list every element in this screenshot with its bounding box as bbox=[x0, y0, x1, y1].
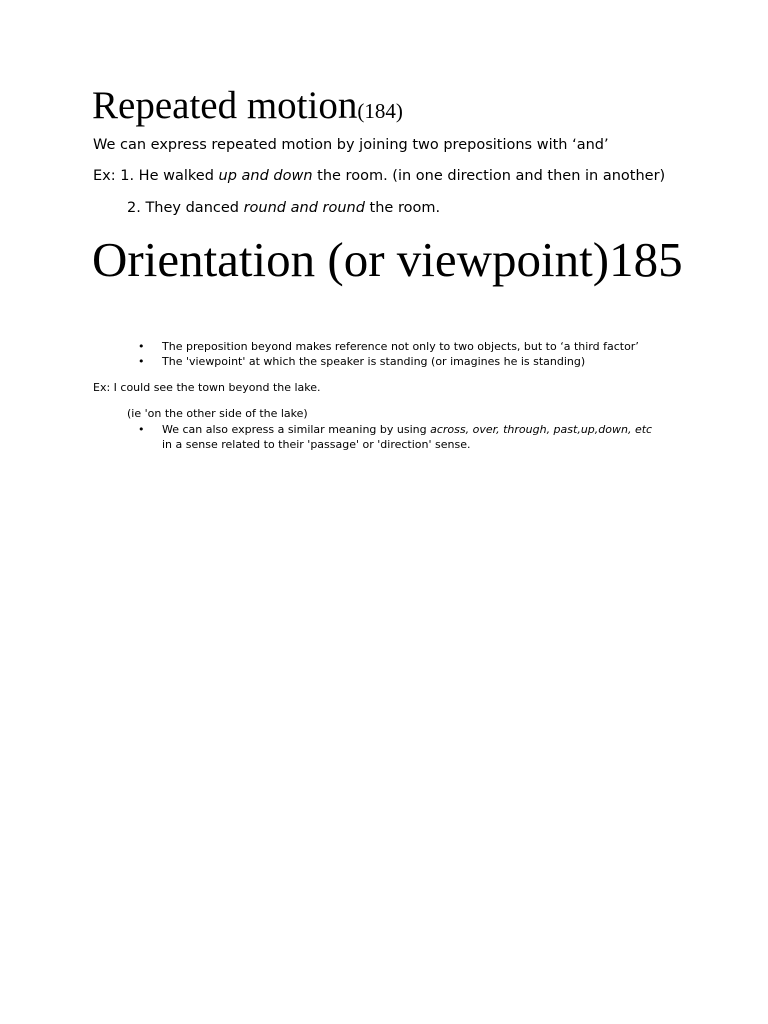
example-2-suffix: the room. bbox=[364, 200, 441, 216]
heading-orientation: Orientation (or viewpoint)185 bbox=[92, 232, 683, 287]
bullet-list-orientation bbox=[138, 339, 639, 369]
list-item bbox=[138, 422, 698, 452]
example-1 bbox=[93, 168, 665, 184]
example-1-prefix: Ex: 1. He walked bbox=[93, 168, 219, 184]
bullet-dot-icon: • bbox=[138, 423, 145, 436]
example-1-italic: up and down bbox=[218, 168, 313, 184]
heading-page-ref: (184) bbox=[357, 99, 403, 123]
bullet-text: We can also express a similar meaning by using bbox=[162, 423, 431, 436]
list-item bbox=[138, 339, 639, 354]
bullet-text: The preposition beyond makes reference not only to two objects, but to ‘a third factor’ bbox=[162, 340, 639, 353]
example-2-italic: round and round bbox=[243, 200, 365, 216]
bullet-italic: across, over, through, past,up,down, etc bbox=[430, 423, 653, 436]
bullet-text-line2: in a sense related to their 'passage' or 'direction' sense. bbox=[162, 438, 471, 451]
bullet-text: The 'viewpoint' at which the speaker is standing (or imagines he is standing) bbox=[162, 355, 586, 368]
heading-repeated-motion bbox=[92, 84, 403, 133]
example-2-prefix: 2. They danced bbox=[127, 200, 244, 216]
heading-text: Repeated motion bbox=[92, 84, 358, 127]
example-1-suffix: the room. (in one direction and then in another) bbox=[312, 168, 666, 184]
ie-note: (ie 'on the other side of the lake) bbox=[127, 407, 308, 420]
bullet-dot-icon: • bbox=[138, 355, 145, 368]
intro-paragraph: We can express repeated motion by joining two prepositions with ‘and’ bbox=[93, 137, 609, 153]
bullet-dot-icon: • bbox=[138, 340, 145, 353]
list-item bbox=[138, 354, 639, 369]
example-beyond: Ex: I could see the town beyond the lake. bbox=[93, 381, 321, 394]
bullet-list-similar-meaning bbox=[138, 422, 698, 452]
example-2 bbox=[127, 200, 440, 216]
